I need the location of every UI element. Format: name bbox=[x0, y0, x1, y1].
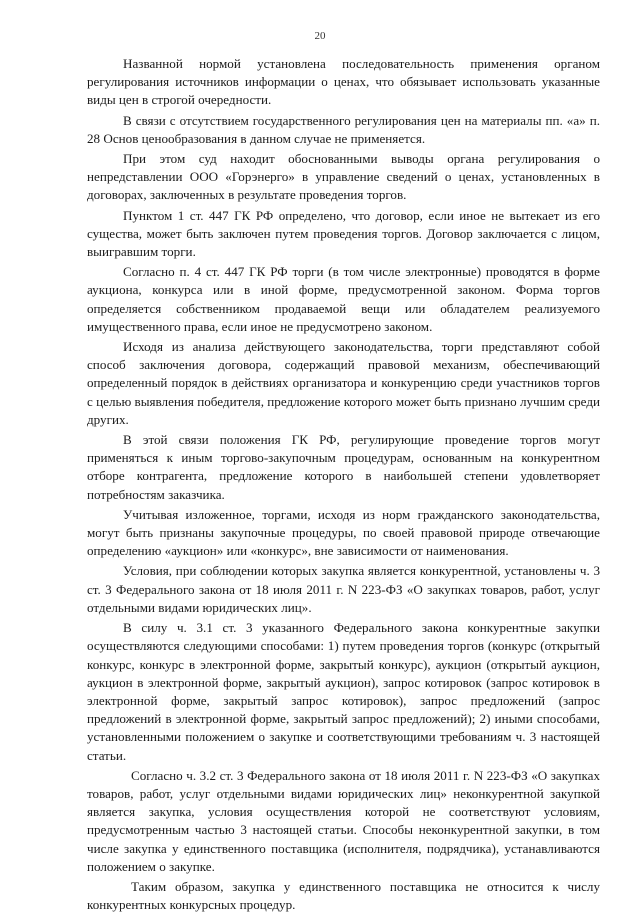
paragraph-1: Названной нормой установлена последовательность применения органом регулирования источников информации о ценах, что обязывает использовать указанные виды цен в строгой очередности. bbox=[87, 56, 600, 108]
paragraph-12: Таким образом, закупка у единственного поставщика не относится к числу конкурентных конкурсных процедур. bbox=[87, 878, 600, 913]
paragraph-2: В связи с отсутствием государственного регулирования цен на материалы пп. «а» п. 28 Основ ценообразования в данном случае не применяется. bbox=[87, 112, 600, 146]
paragraph-9: Условия, при соблюдении которых закупка является конкурентной, установлены ч. 3 ст. 3 Федерального закона от 18 июля 2011 г. N 223-ФЗ «О закупках товаров, работ, услуг отдельными видами юридических лиц». bbox=[87, 563, 600, 615]
document-body bbox=[87, 55, 600, 916]
paragraph-8: Учитывая изложенное, торгами, исходя из норм гражданского законодательства, могут быть признаны закупочные процедуры, по своей правовой природе отвечающие определению «аукцион» или «конкурс», вне зависимости от наименования. bbox=[87, 506, 600, 559]
paragraph-5: Согласно п. 4 ст. 447 ГК РФ торги (в том числе электронные) проводятся в форме аукциона, конкурса или в иной форме, предусмотренной законом. Форма торгов определяется собственником продаваемой вещи или обладателем реализуемого имущественного права, если иное не предусмотрено законом. bbox=[87, 264, 600, 334]
paragraph-7: В этой связи положения ГК РФ, регулирующие проведение торгов могут применяться к иным торгово-закупочным процедурам, основанным на конкурентном отборе контрагента, предложение которого в наибольшей степени удовлетворяет потребностям заказчика. bbox=[87, 432, 600, 502]
paragraph-3: При этом суд находит обоснованными выводы органа регулирования о непредставлении ООО «Горэнерго» в управление сведений о ценах, установленных в договорах, заключенных в результате проведения торгов. bbox=[87, 151, 600, 203]
paragraph-11: Согласно ч. 3.2 ст. 3 Федерального закона от 18 июля 2011 г. N 223-ФЗ «О закупках товаров, работ, услуг отдельными видами юридических лиц» неконкурентной закупкой является закупка, условия осуществления которой не соответствуют условиям, предусмотренным частью 3 настоящей статьи. Способы неконкурентной закупки, в том числе закупка у единственного поставщика (исполнителя, подрядчика), устанавливаются положением о закупке. bbox=[87, 767, 600, 874]
paragraph-4: Пунктом 1 ст. 447 ГК РФ определено, что договор, если иное не вытекает из его существа, может быть заключен путем проведения торгов. Договор заключается с лицом, выигравшим торги. bbox=[87, 207, 600, 260]
paragraph-6: Исходя из анализа действующего законодательства, торги представляют собой способ заключения договора, содержащий правовой механизм, обеспечивающий определенный порядок в действиях организатора и конкуренцию среди участников торгов с целью выявления победителя, предложение которого может быть признано лучшим среди других. bbox=[87, 339, 600, 427]
page-number: 20 bbox=[314, 30, 326, 42]
paragraph-10: В силу ч. 3.1 ст. 3 указанного Федерального закона конкурентные закупки осуществляются следующими способами: 1) путем проведения торгов (конкурс (открытый конкурс, конкурс в электронной форме, закрытый конкурс), аукцион (открытый аукцион, аукцион в электронной форме, закрытый аукцион), запрос котировок (запрос котировок в электронной форме, закрытый запрос котировок), запрос предложений (запрос предложений в электронной форме, закрытый запрос предложений); 2) иными способами, установленными положением о закупке и соответствующими требованиям ч. 3 настоящей статьи. bbox=[87, 620, 600, 763]
